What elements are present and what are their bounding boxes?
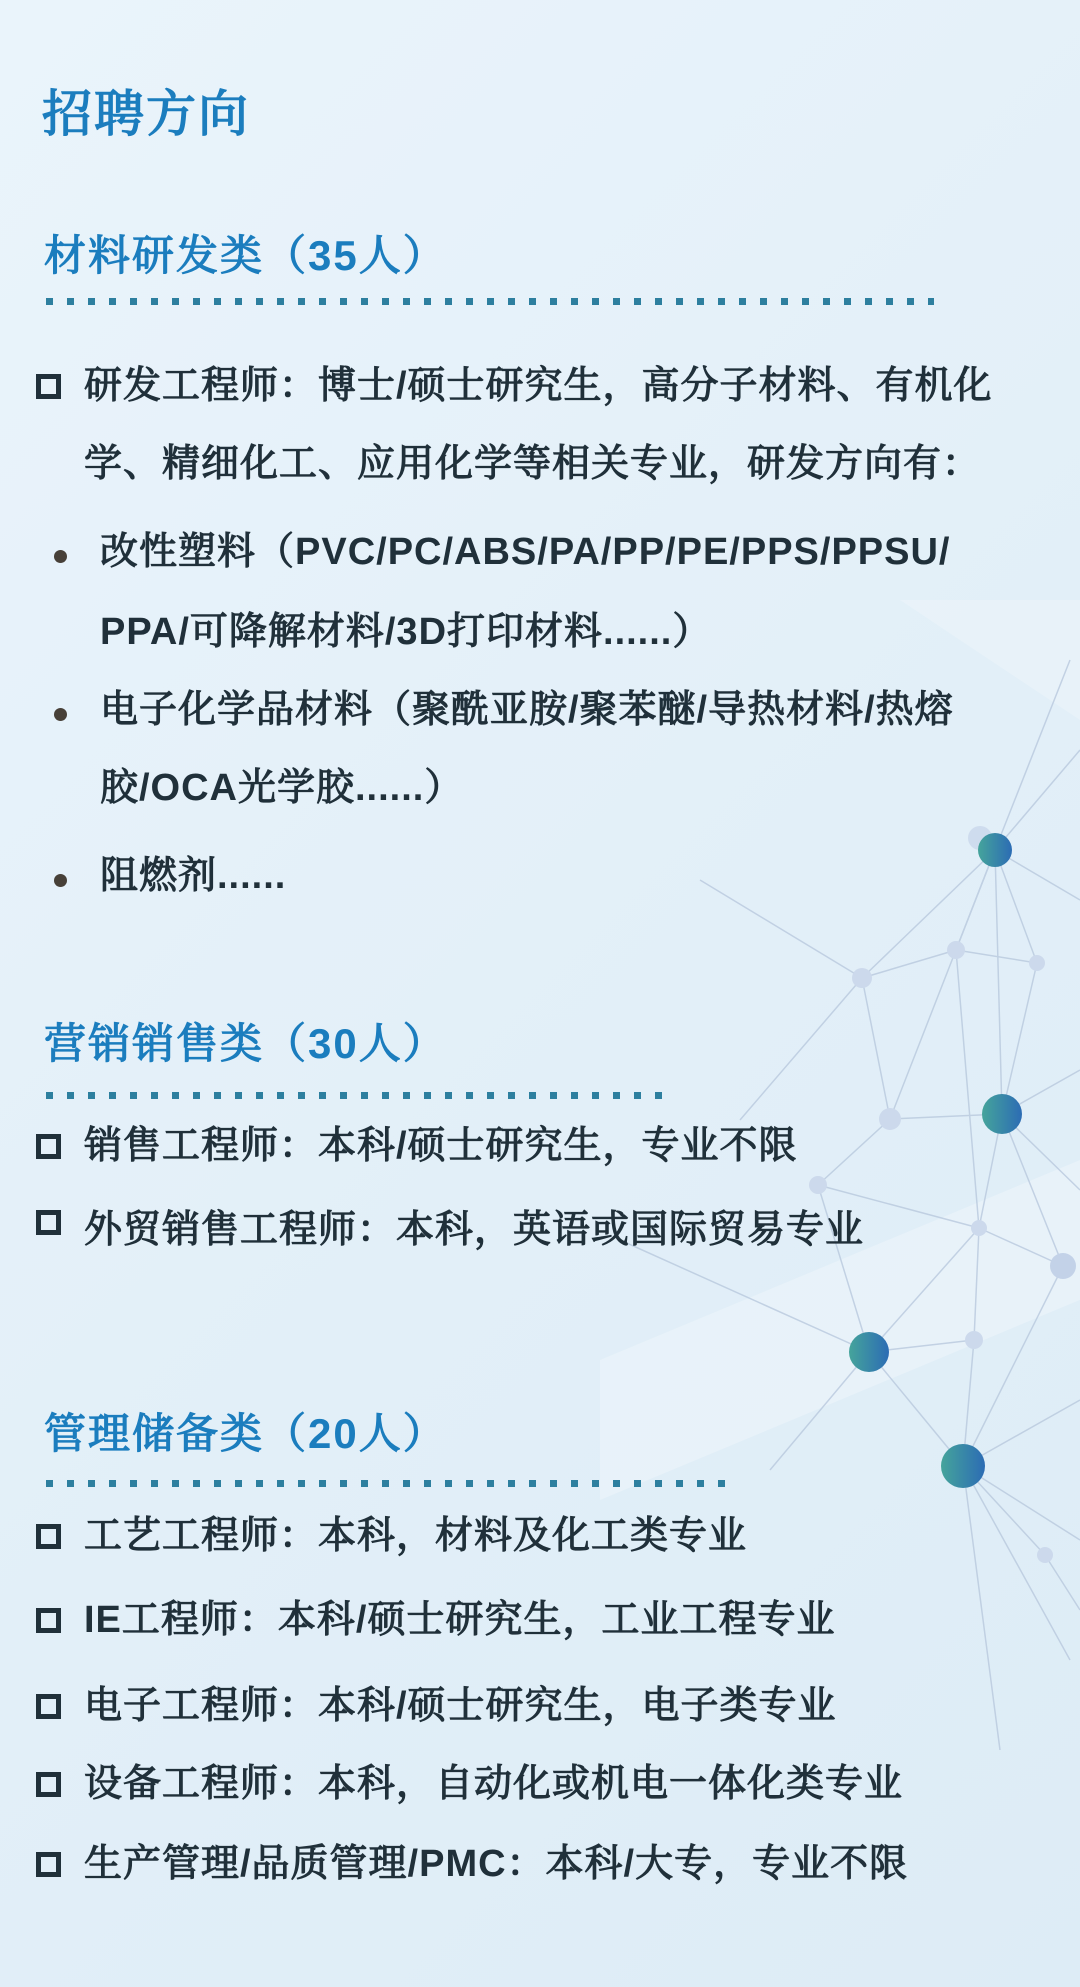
job-item-line: 外贸销售工程师：本科，英语或国际贸易专业 xyxy=(84,1209,865,1251)
square-bullet-icon xyxy=(36,1852,61,1877)
square-bullet-icon xyxy=(36,1210,61,1235)
job-item-line: 工艺工程师：本科，材料及化工类专业 xyxy=(84,1515,748,1557)
square-bullet-icon xyxy=(36,1694,61,1719)
job-item-line: 胶/OCA光学胶......） xyxy=(100,767,464,809)
dotted-divider xyxy=(46,1480,736,1487)
square-bullet-icon xyxy=(36,1772,61,1797)
job-item-line: 学、精细化工、应用化学等相关专业，研发方向有： xyxy=(84,443,982,485)
section-heading-management: 管理储备类（20人） xyxy=(44,1410,447,1457)
section-heading-materials: 材料研发类（35人） xyxy=(44,232,447,279)
page-title: 招聘方向 xyxy=(42,86,250,142)
job-item-line: 设备工程师：本科，自动化或机电一体化类专业 xyxy=(84,1763,904,1805)
network-big-nodes xyxy=(849,833,1022,1488)
job-item-line: 销售工程师：本科/硕士研究生，专业不限 xyxy=(84,1125,798,1167)
section-heading-sales: 营销销售类（30人） xyxy=(44,1020,447,1067)
job-item-line: PPA/可降解材料/3D打印材料......） xyxy=(100,611,712,653)
dotted-divider xyxy=(46,298,934,305)
job-item-line: IE工程师：本科/硕士研究生，工业工程专业 xyxy=(84,1599,836,1641)
job-item-line: 生产管理/品质管理/PMC：本科/大专，专业不限 xyxy=(84,1843,909,1885)
job-item-line: 研发工程师：博士/硕士研究生，高分子材料、有机化 xyxy=(84,365,993,407)
job-item-line: 改性塑料（PVC/PC/ABS/PA/PP/PE/PPS/PPSU/ xyxy=(100,531,951,573)
job-item-line: 电子化学品材料（聚酰亚胺/聚苯醚/导热材料/热熔 xyxy=(100,689,954,731)
round-bullet-icon xyxy=(54,874,67,887)
square-bullet-icon xyxy=(36,1608,61,1633)
dotted-divider xyxy=(46,1092,668,1099)
round-bullet-icon xyxy=(54,550,67,563)
job-item-line: 电子工程师：本科/硕士研究生，电子类专业 xyxy=(84,1685,837,1727)
square-bullet-icon xyxy=(36,1134,61,1159)
round-bullet-icon xyxy=(54,708,67,721)
square-bullet-icon xyxy=(36,1524,61,1549)
job-item-line: 阻燃剂...... xyxy=(100,855,287,897)
square-bullet-icon xyxy=(36,374,61,399)
